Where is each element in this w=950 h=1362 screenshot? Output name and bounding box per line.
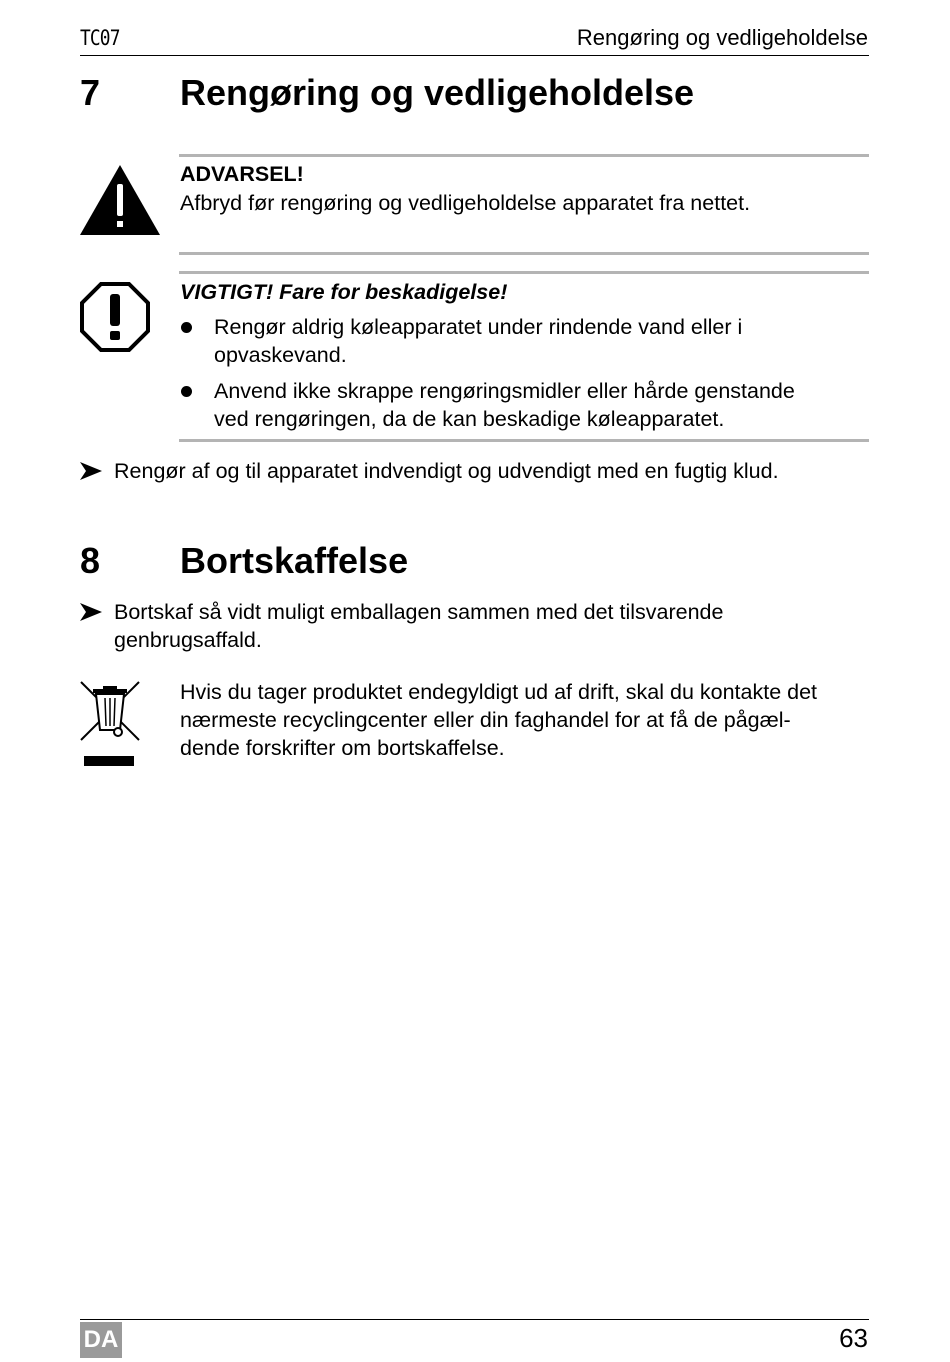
warning-top-rule — [179, 154, 869, 157]
section-7-instruction: Rengør af og til apparatet indvendigt og udvendigt med en fugtig klud. — [114, 459, 779, 483]
bullet-dot — [181, 386, 192, 397]
header-model: TC07 — [80, 26, 120, 50]
warning-text: Afbryd før rengøring og vedligeholdelse apparatet fra nettet. — [180, 191, 751, 215]
section-8-number: 8 — [80, 540, 101, 581]
notice-top-rule — [179, 271, 869, 274]
disposal-text-line-1: Hvis du tager produktet endegyldigt ud af drift, skal du kontakte det — [180, 680, 818, 704]
disposal-text-line-3: dende forskrifter om bortskaffelse. — [180, 736, 505, 760]
page-number: 63 — [839, 1323, 868, 1353]
crossed-out-bin-icon — [79, 680, 141, 770]
notice-bottom-rule — [179, 439, 869, 442]
section-8-instruction-line-1: Bortskaf så vidt muligt emballagen sammen med det tilsvarende — [114, 600, 724, 624]
arrow-right-icon — [80, 603, 102, 621]
section-7-number: 7 — [80, 72, 101, 113]
footer-divider — [80, 1319, 869, 1320]
section-8-title: Bortskaffelse — [180, 540, 409, 581]
notice-bullet-2-line-2: ved rengøringen, da de kan beskadige køleapparatet. — [214, 407, 725, 431]
exclamation-octagon-icon — [79, 281, 151, 353]
notice-bullet-1-line-1: Rengør aldrig køleapparatet under rindende vand eller i — [214, 315, 743, 339]
warning-triangle-icon — [79, 164, 161, 236]
header-section-title: Rengøring og vedligeholdelse — [576, 25, 868, 50]
header-divider — [80, 55, 869, 56]
section-8-instruction-line-2: genbrugsaffald. — [114, 628, 262, 652]
notice-title: VIGTIGT! Fare for beskadigelse! — [180, 280, 508, 304]
warning-title: ADVARSEL! — [180, 162, 304, 186]
notice-bullet-1-line-2: opvaskevand. — [214, 343, 347, 367]
notice-bullet-2-line-1: Anvend ikke skrappe rengøringsmidler eller hårde genstande — [214, 379, 795, 403]
arrow-right-icon — [80, 462, 102, 480]
bullet-dot — [181, 322, 192, 333]
warning-bottom-rule — [179, 252, 869, 255]
disposal-text-line-2: nærmeste recyclingcenter eller din faghandel for at få de pågæl- — [180, 708, 791, 732]
section-7-title: Rengøring og vedligeholdelse — [180, 72, 695, 113]
language-badge: DA — [80, 1322, 122, 1358]
